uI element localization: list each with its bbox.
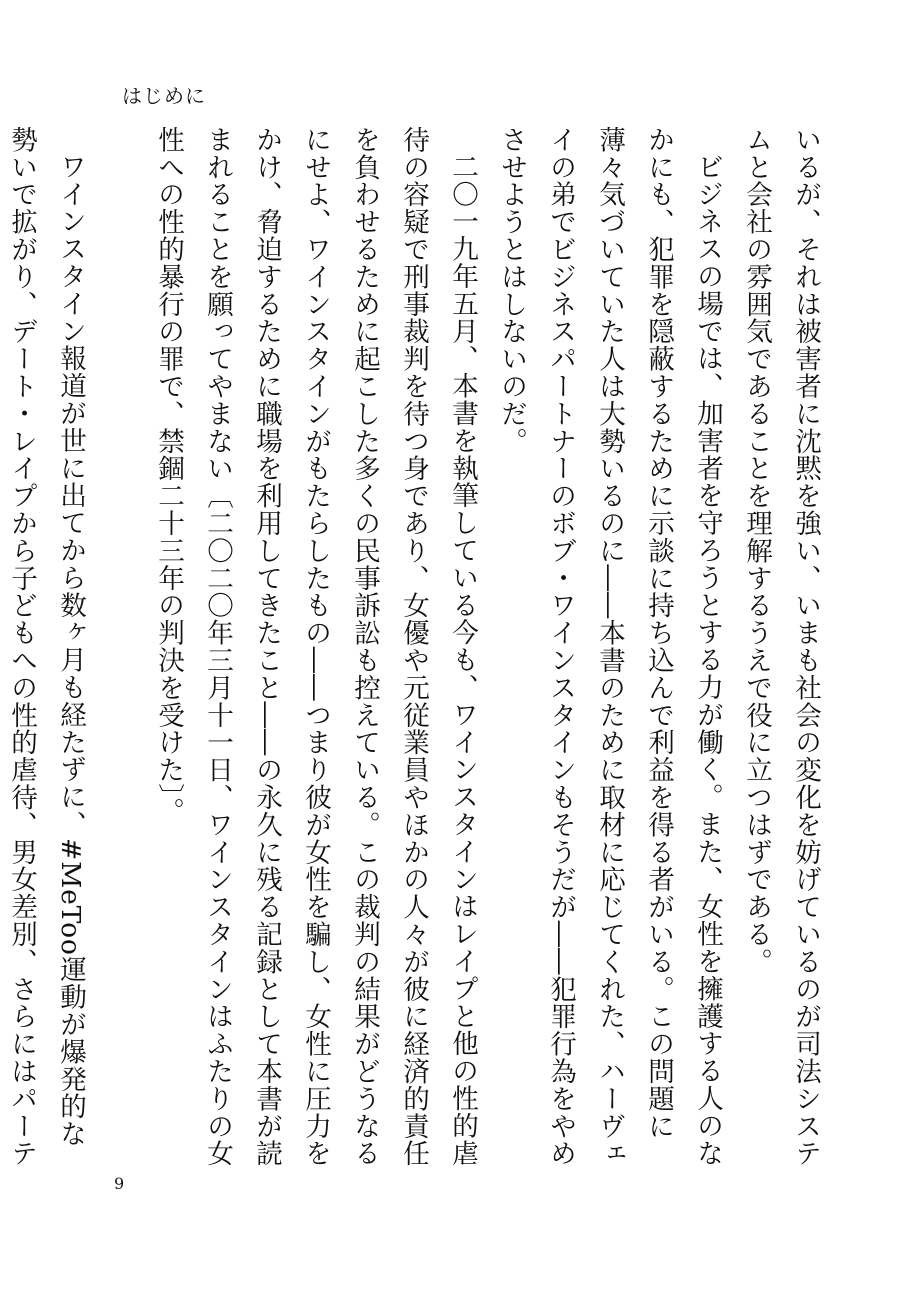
page-number: 9: [114, 1174, 125, 1193]
running-head: はじめに: [122, 84, 206, 108]
paragraph: 二〇一九年五月、本書を執筆している今も、ワインスタインはレイプと他の性的虐待の容疑で刑事裁判を待つ身であり、女優や元従業員やほかの人々が彼に経済的責任を負わせるために起こした多くの民事訴訟も控えている。この裁判の結果がどうなるにせよ、ワインスタインがもたらしたもの――つまり彼が女性を騙し、女性に圧力をかけ、脅迫するために職場を利用してきたこと――の永久に残る記録として本書が読まれることを願ってやまない〔二〇二〇年三月十一日、ワインスタインはふたりの女性への性的暴行の罪で、禁錮二十三年の判決を受けた〕。: [153, 126, 478, 1168]
paragraph: いるが、それは被害者に沈黙を強い、いまも社会の変化を妨げているのが司法システムと会社の雰囲気であることを理解するうえで役に立つはずである。: [741, 126, 821, 1168]
paragraph: ビジネスの場では、加害者を守ろうとする力が働く。また、女性を擁護する人のなかにも、犯罪を隠蔽するために示談に持ち込んで利益を得る者がいる。この問題に薄々気づいていた人は大勢いるのに――本書のために取材に応じてくれた、ハーヴェイの弟でビジネスパートナーのボブ・ワインスタインもそうだが――犯罪行為をやめさせようとはしないのだ。: [496, 126, 723, 1168]
paragraph: ワインスタイン報道が世に出てから数ヶ月も経たずに、#MeToo運動が爆発的な勢いで拡がり、デート・レイプから子どもへの性的虐待、男女差別、さらにはパーテ: [6, 126, 86, 1168]
body-text: [6, 126, 830, 1171]
